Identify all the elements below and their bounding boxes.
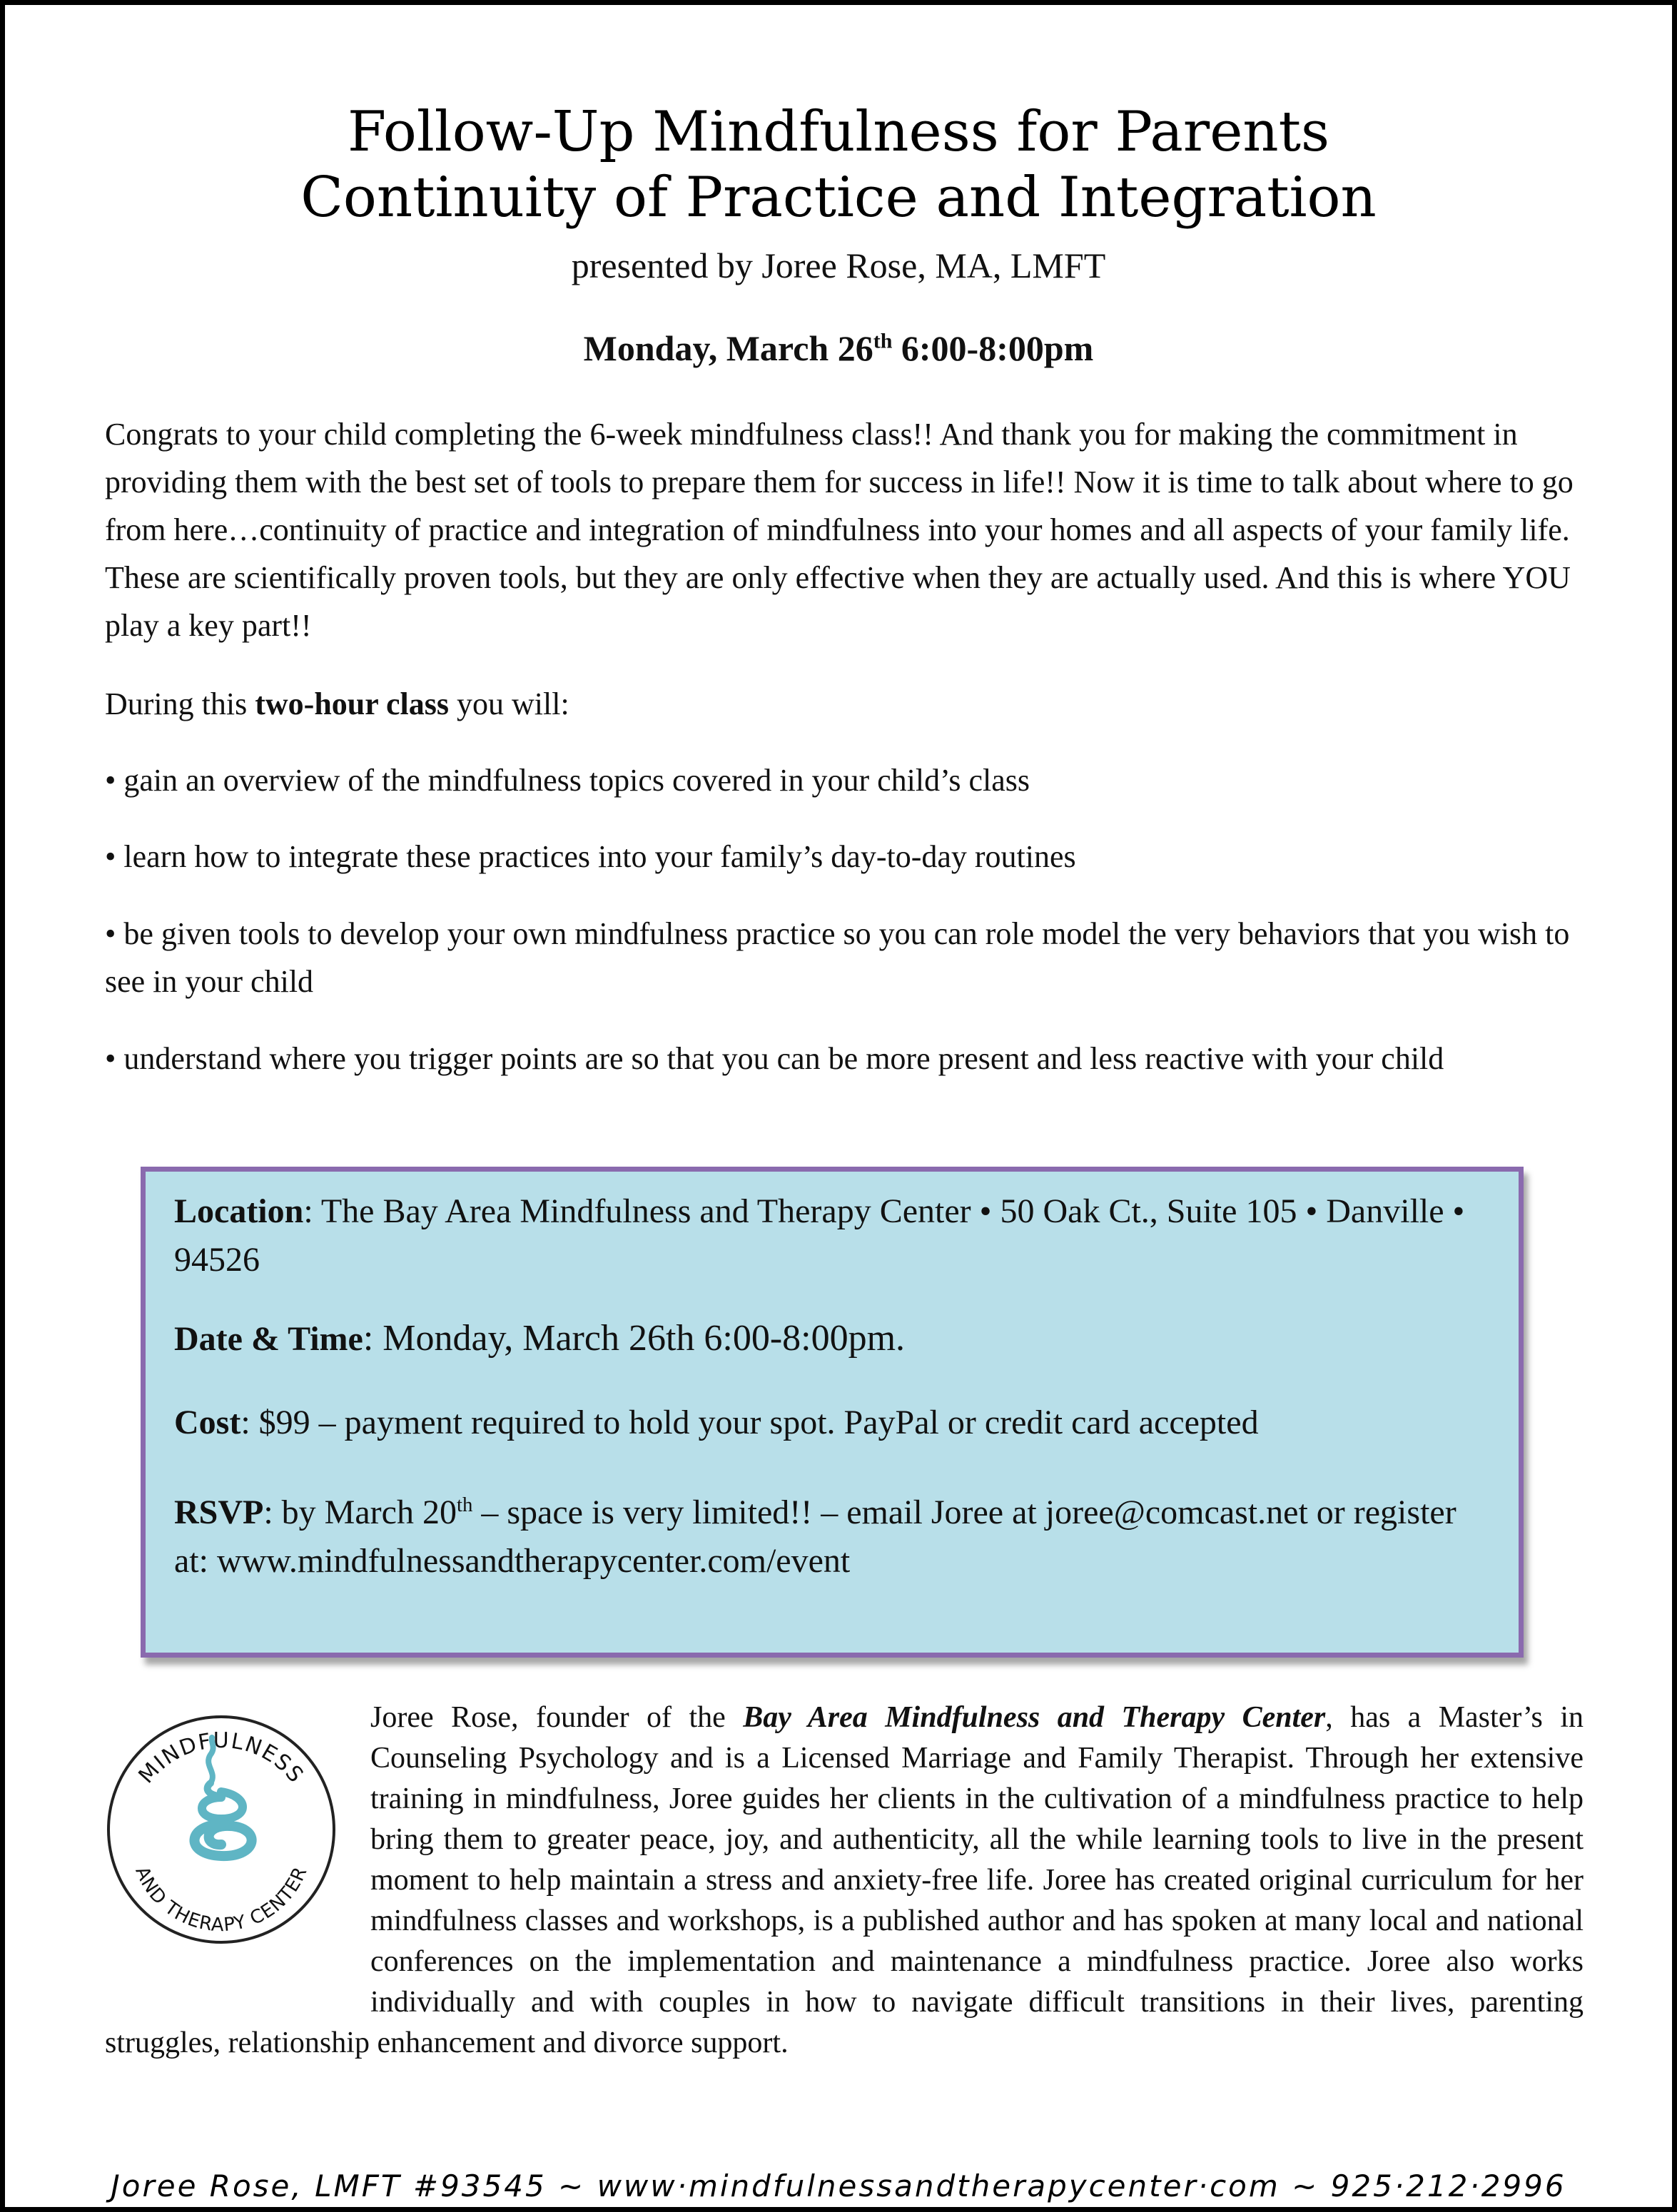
- intro-paragraph: Congrats to your child completing the 6-week mindfulness class!! And thank you for making the commitment in providing them with the best set of tools to prepare them for success in life!! Now it is time to talk about where to go from here…continuity of practice and integration of mindfulness into your homes and all aspects of your family life. These are scientifically proven tools, but they are only effective when they are actually used. And this is where YOU play a key part!!: [105, 417, 1574, 643]
- logo-top-text: MINDFULNESS: [133, 1728, 309, 1789]
- rsvp-info: [174, 1488, 1494, 1586]
- footer-contact-line: Joree Rose, LMFT #93545 ~ www·mindfulnessandtherapycenter·com ~ 925·212·2996: [111, 2168, 1566, 2203]
- logo-spacer: [105, 1698, 370, 2023]
- location-label: Location: [174, 1192, 304, 1230]
- bullet-item: • gain an overview of the mindfulness topics covered in your child’s class: [105, 763, 1030, 798]
- datetime-info: [174, 1314, 1494, 1364]
- title-line-2: Continuity of Practice and Integration: [300, 166, 1377, 230]
- datetime-text: : Monday, March 26th 6:00-8:00pm.: [363, 1318, 906, 1359]
- logo-bottom-text: AND THERAPY CENTER: [131, 1863, 312, 1937]
- date-suffix: 6:00-8:00pm: [892, 328, 1094, 368]
- bullet-item: • be given tools to develop your own mindfulness practice so you can role model the very behaviors that you wish to see in your child: [105, 916, 1570, 999]
- location-info: [174, 1187, 1494, 1284]
- event-info-box: [141, 1167, 1524, 1658]
- datetime-label: Date & Time: [174, 1320, 363, 1358]
- cost-text: : $99 – payment required to hold your spot. PayPal or credit card accepted: [240, 1404, 1259, 1441]
- during-prefix: During this: [105, 686, 255, 721]
- rsvp-text-a: : by March 20: [263, 1493, 457, 1531]
- bullet-item: • understand where you trigger points are so that you can be more present and less reactive with your child: [105, 1041, 1444, 1076]
- cost-info: [174, 1399, 1494, 1447]
- rsvp-superscript: th: [456, 1493, 473, 1516]
- location-text: : The Bay Area Mindfulness and Therapy Center • 50 Oak Ct., Suite 105 • Danville • 94526: [174, 1192, 1465, 1279]
- bullet-item: • learn how to integrate these practices into your family’s day-to-day routines: [105, 839, 1076, 874]
- rsvp-text-b: – space is very limited!! – email Joree at joree@comcast.net or register at: www.mindfulnessandtherapycenter.com/event: [174, 1493, 1456, 1580]
- title-line-1: Follow-Up Mindfulness for Parents: [348, 100, 1329, 164]
- cost-label: Cost: [174, 1404, 241, 1441]
- during-class-line: [105, 680, 1589, 728]
- bio-paragraph: [105, 1698, 1584, 2064]
- during-suffix: you will:: [449, 686, 569, 721]
- event-date-heading: [5, 328, 1672, 369]
- bio-part-2: , has a Master’s in Counseling Psychology and is a Licensed Marriage and Family Therapist. Through her extensive training in mindfulness, Joree guides her clients in the cultivation of a mindfulness practice to help bring them to greater peace, joy, and authenticity, all the while learning tools to live in the present moment to help maintain a stress and anxiety-free life. Joree has created original curriculum for her mindfulness classes and workshops, is a published author and has spoken at many local and national conferences on the implementation and maintenance a mindfulness practice. Joree also works individually and with couples in how to navigate difficult transitions in their lives, parenting struggles, relationship enhancement and divorce support.: [105, 1701, 1584, 2059]
- rsvp-label: RSVP: [174, 1493, 264, 1531]
- date-superscript: th: [873, 329, 893, 353]
- during-bold: two-hour class: [255, 686, 449, 721]
- bio-center-name: Bay Area Mindfulness and Therapy Center: [743, 1701, 1326, 1734]
- date-prefix: Monday, March 26: [583, 328, 873, 368]
- presenter-line: presented by Joree Rose, MA, LMFT: [571, 245, 1106, 285]
- bio-part-1: Joree Rose, founder of the: [370, 1701, 744, 1734]
